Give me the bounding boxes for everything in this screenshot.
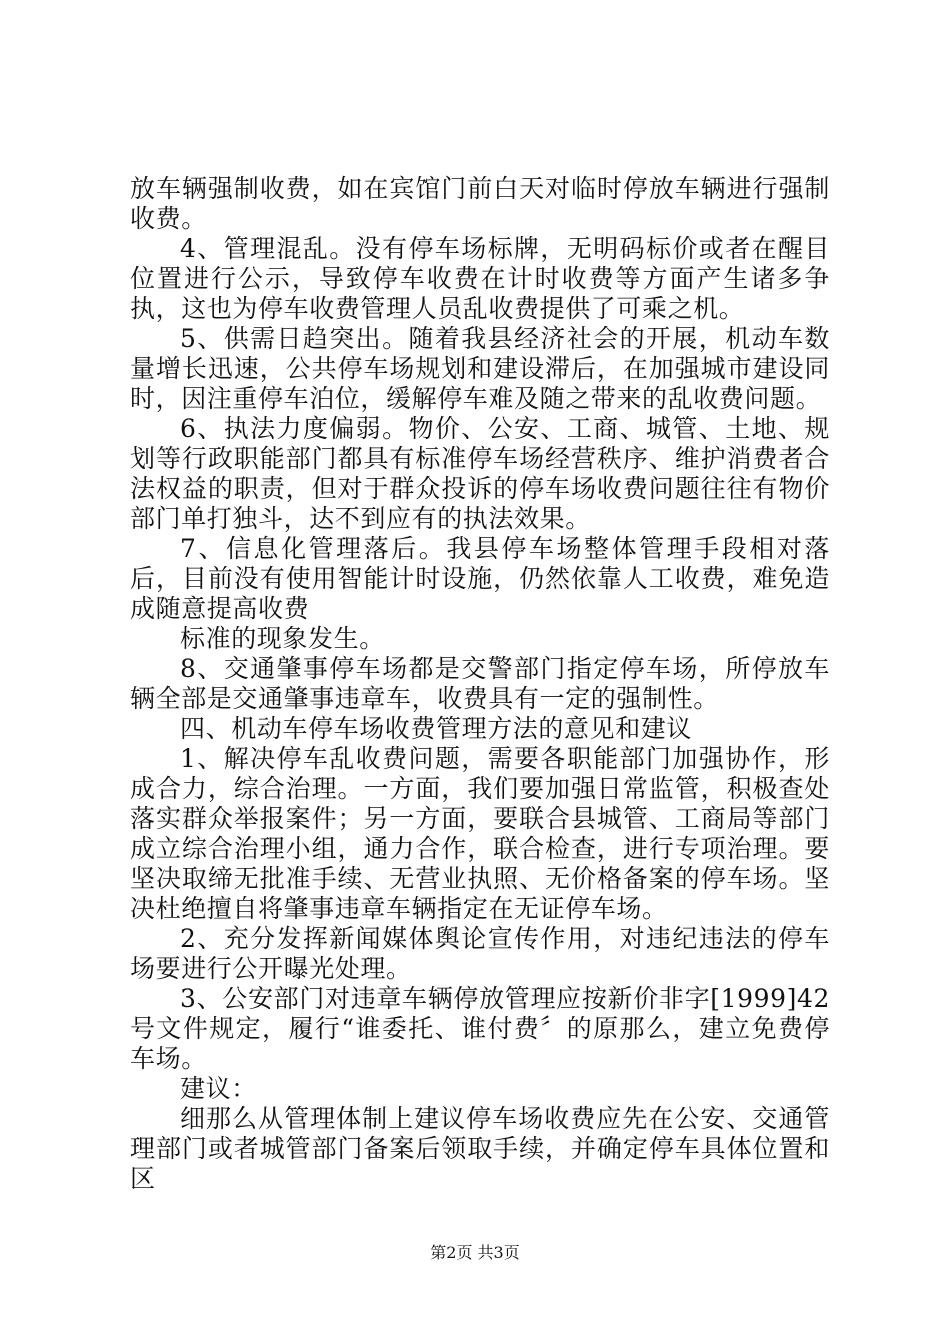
paragraph-10: 3、公安部门对违章车辆停放管理应按新价非字[1999]42号文件规定，履行“谁委托、谁付费〞的原那么，建立免费停车场。: [130, 984, 830, 1073]
paragraph-8: 1、解决停车乱收费问题，需要各职能部门加强协作，形成合力，综合治理。一方面，我们要加强日常监管，积极查处落实群众举报案件；另一方面，要联合县城管、工商局等部门成立综合治理小组，通力合作，联合检查，进行专项治理。要坚决取缔无批准手续、无营业执照、无价格备案的停车场。坚决杜绝擅自将肇事违章车辆指定在无证停车场。: [130, 744, 830, 923]
paragraph-4: 7、信息化管理落后。我县停车场整体管理手段相对落后，目前没有使用智能计时设施，仍然依靠人工收费，难免造成随意提高收费: [130, 534, 830, 623]
document-body: [130, 174, 830, 1194]
paragraph-0: 放车辆强制收费，如在宾馆门前白天对临时停放车辆进行强制收费。: [130, 174, 830, 233]
paragraph-6: 8、交通肇事停车场都是交警部门指定停车场，所停放车辆全部是交通肇事违章车，收费具有一定的强制性。: [130, 654, 830, 713]
section-heading: 四、机动车停车场收费管理方法的意见和建议: [180, 714, 693, 743]
paragraph-2: 5、供需日趋突出。随着我县经济社会的开展，机动车数量增长迅速，公共停车场规划和建设滞后，在加强城市建设同时，因注重停车泊位，缓解停车难及随之带来的乱收费问题。: [130, 324, 830, 413]
paragraph-5: 标准的现象发生。: [180, 624, 385, 653]
paragraph-9: 2、充分发挥新闻媒体舆论宣传作用，对违纪违法的停车场要进行公开曝光处理。: [130, 924, 830, 983]
paragraph-11: 建议：: [180, 1074, 257, 1103]
page-number-footer: 第2页 共3页: [430, 1243, 520, 1262]
paragraph-12: 细那么从管理体制上建议停车场收费应先在公安、交通管理部门或者城管部门备案后领取手续，并确定停车具体位置和区: [130, 1104, 830, 1193]
paragraph-1: 4、管理混乱。没有停车场标牌，无明码标价或者在醒目位置进行公示，导致停车收费在计时收费等方面产生诸多争执，这也为停车收费管理人员乱收费提供了可乘之机。: [130, 234, 830, 323]
paragraph-3: 6、执法力度偏弱。物价、公安、工商、城管、土地、规划等行政职能部门都具有标准停车场经营秩序、维护消费者合法权益的职责，但对于群众投诉的停车场收费问题往往有物价部门单打独斗，达不到应有的执法效果。: [130, 414, 830, 533]
